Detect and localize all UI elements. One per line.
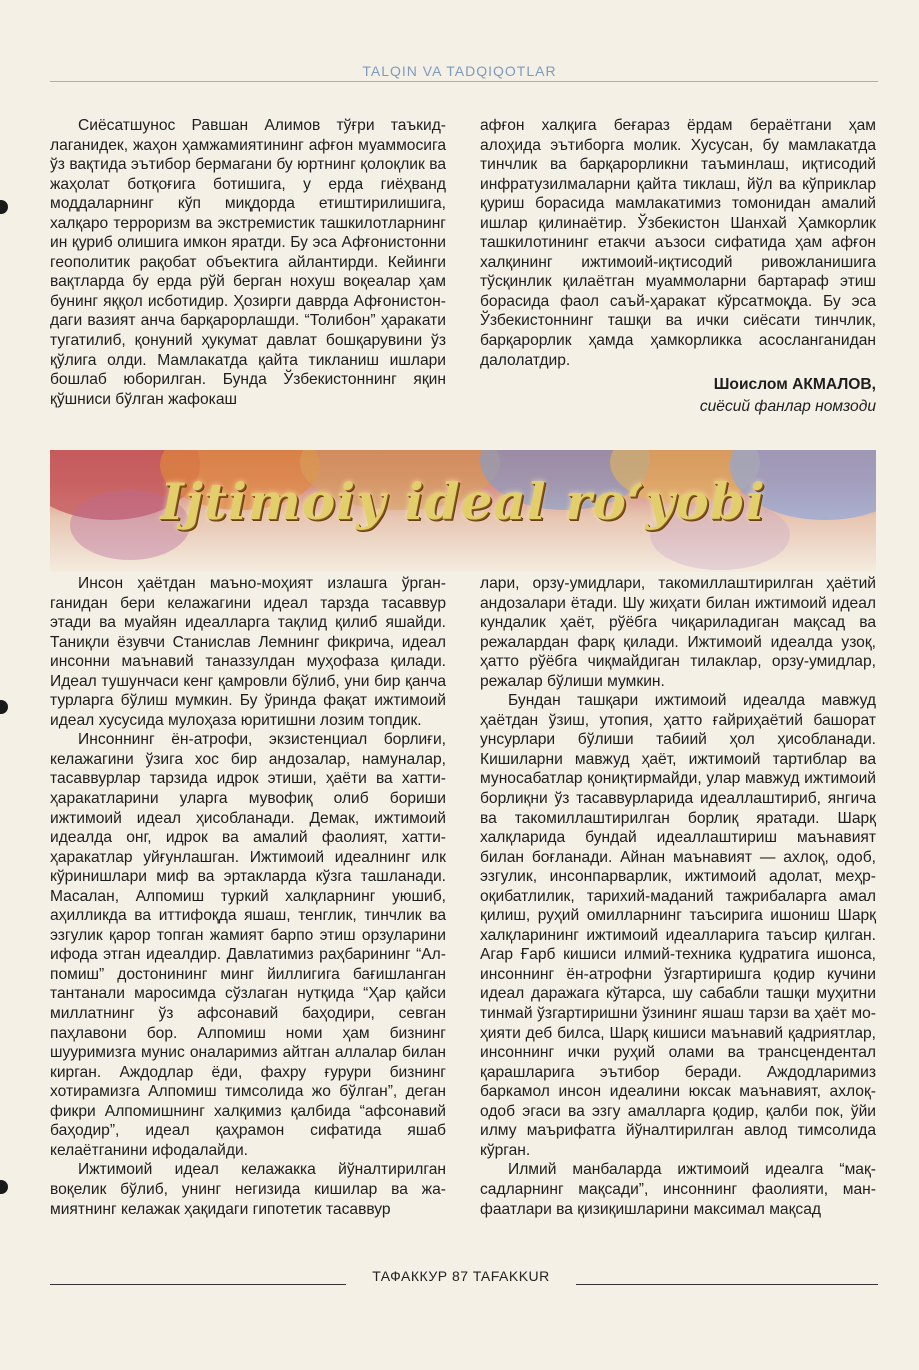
paragraph: Инсоннинг ён-атрофи, экзистенциал борлиғи, келажагини ўзига хос бир андозалар, намуналар, тасаввурлар тарзида идрок этиши, ҳаёти ва хатти-ҳаракатларини уларга мувофиқ олиб бориши ижтимоий идеал ҳисобланади. Демак, ижтимоий идеалда онг, идрок ва амалий фаолият, хатти-ҳаракатлар уйғунлашган. Ижтимоий идеалнинг илк кўринишлари миф ва эртакларда кўзга ташланади. Масалан, Алпомиш туркий халқларнинг уюшиб, аҳилликда ва иттифоқда яшаш, тенглик, тинчлик ва эзгулик қарор топган жамият барпо этиш орзуларини ифода этган идеалдир. Давлатимиз раҳбарининг “Алпомиш” достонининг минг йиллигига бағишланган тантанали маросимда сўзлаган нутқида “Ҳар қайси миллатнинг ўз афсонавий баҳодири, севган паҳлавони бор. Алпомиш номи ҳам бизнинг шууримизга мунис оналаримиз айтган аллалар билан кирган. Аждодлар ёди, фахру ғурури бизнинг хотирамизга Алпомиш тимсолида жо бўлган”, деган фикри Алпомишнинг халқимиз қалбида “афсонавий баҳодир”, идеал қаҳрамон сифатида яшаб келаётганини ифодалайди.	[50, 731, 446, 1159]
article2-right-column	[480, 574, 876, 1219]
running-head: TALQIN VA TADQIQOTLAR	[362, 63, 557, 79]
paragraph: Илмий манбаларда ижтимоий идеалга “мақсадларнинг мақсади”, инсоннинг фаолияти, манфаатлари ва қизиқишларини максимал мақсад	[480, 1161, 876, 1218]
title-banner	[50, 450, 876, 572]
article2-left-column	[50, 574, 446, 1219]
paragraph: Ижтимоий идеал келажакка йўналтирилган воқелик бўлиб, унинг негизида кишилар ва жамиятнинг келажак ҳақидаги гипотетик тасаввур	[50, 1161, 446, 1218]
author-name: Шоислом АКМАЛОВ,	[713, 376, 876, 393]
footer-rule-right	[576, 1284, 878, 1285]
article1-right-column	[480, 116, 876, 370]
paragraph: Бундан ташқари ижтимоий идеалда мавжуд ҳаётдан ўзиш, утопия, ҳатто ғайриҳаётий башорат унсурлари бўлиши табиий ҳол ҳисобланади. Кишиларни мавжуд ҳаёт, ижтимоий тартиблар ва муносабатлар қониқтирмайди, улар мавжуд ижтимоий борлиқни ўз тасаввурларида идеаллаштириб, янгича ва такомиллаштирилган борлиқ яратади. Шарқ халқларида бундай идеаллаштириш маънавият билан боғланади. Айнан маънавият — аxлоқ, одоб, эзгулик, инсонпарварлик, ижтимоий адолат, меҳр-оқибатлилик, тарихий-маданий тажрибаларга амал қилиш, руҳий омилларнинг таъсирига ишониш Шарқ халқларининг ижтимоий идеалларига таъсир қилган. Агар Ғарб кишиси илмий-техника қудратига ишонса, инсоннинг ён-атрофни ўзгартиришга қодир кучини идеал даражага кўтарса, шу сабабли ташқи муҳитни тинмай ўзгартиришни ўзининг яшаш тарзи ва ҳаёт моҳияти деб билса, Шарқ кишиси маънавий қадриятлар, инсоннинг ички руҳий олами ва трансцендентал қарашларига эътибор беради. Аждодларимиз баркамол инсон идеалини юксак маънавият, аxлоқ-одоб эгаси ва эзгу амалларга қодир, қалби пок, ўйи илму маърифатга йўналтирилган авлод тимсолида кўрган.	[480, 692, 876, 1159]
page-footer: ТАФАККУР 87 TAFAKKUR	[372, 1268, 550, 1284]
paragraph: лари, орзу-умидлари, такомиллаштирилган ҳаётий андозалари ётади. Шу жиҳати билан ижтимоий идеал кундалик ҳаёт, рўёбга чиқариладиган мақсад ва режалардан фарқ қилади. Ижтимоий идеалда узоқ, ҳатто рўёбга чиқмайдиган тилаклар, орзу-умидлар, режалар бўлиши мумкин.	[480, 575, 876, 690]
paragraph: афғон халқига беғараз ёрдам бераётгани ҳам алоҳида эътиборга молик. Хусусан, бу мамлакатда тинчлик ва барқарорликни таъминлаш, иқтисодий инфратузилмаларни қайта тиклаш, йўл ва кўприклар қуриш борасида мамлакатимиз томонидан амалий ишлар қилинаётир. Ўзбекистон Шанхай Ҳамкорлик ташкилотининг етакчи аъзоси сифатида ҳам афғон халқининг ижтимоий-иқтисодий ривожланишига тўсқинлик қилаётган муаммоларни бартараф этиш борасида фаол саъй-ҳаракат кўрсатмоқда. Бу эса Ўзбекистоннинг ташқи ва ички сиёсати тинчлик, барқарорлик ҳамда ҳамкорликка асосланганидан далолатдир.	[480, 117, 876, 369]
paragraph: Инсон ҳаётдан маъно-моҳият излашга ўрганганидан бери келажагини идеал тарзда тасаввур этади ва муайян идеалларга тақлид қилиб яшайди. Таниқли ёзувчи Станислав Лемнинг фикрича, идеал инсонни маънавий таназзулдан муҳофаза қилади. Идеал тушунчаси кенг қамровли бўлиб, уни бир қанча турларга бўлиш мумкин. Бу ўринда фақат ижтимоий идеал хусусида мулоҳаза юритишни лозим топдик.	[50, 575, 446, 729]
author-degree: сиёсий фанлар номзоди	[699, 398, 876, 415]
binder-hole	[0, 200, 8, 214]
banner-title: Ijtimoiy ideal ro‘yobi	[160, 472, 766, 531]
footer-rule-left	[50, 1284, 346, 1285]
binder-hole	[0, 700, 8, 714]
paragraph: Сиёсатшунос Равшан Алимов тўғри таъкидлаганидек, жаҳон ҳамжамиятининг афғон муаммосига ўз вақтида эътибор бермагани бу юртнинг қолоқлик ва жаҳолат ботқоғига ботишига, у ерда гиёҳванд моддаларнинг кўп миқдорда етиштирилишига, халқаро терроризм ва экстремистик ташкилотларнинг ин қуриб олишига имкон яратди. Бу эса Афғонистонни геополитик рақобат объектига айлантирди. Кейинги вақтларда бу ерда рўй берган ноxуш воқеалар ҳам бунинг яққол исботидир. Ҳозирги даврда Афғонистондаги вазият анча барқарорлашди. “Толибон” ҳаракати тугатилиб, қонуний ҳукумат давлат бошқарувини ўз қўлига олди. Мамлакатда қайта тикланиш ишлари бошлаб юборилган. Бунда Ўзбекистоннинг яқин қўшниси бўлган жафокаш	[50, 117, 446, 408]
binder-hole	[0, 1180, 8, 1194]
article1-left-column	[50, 116, 446, 409]
author-signature	[470, 374, 876, 418]
header-rule	[50, 81, 878, 82]
